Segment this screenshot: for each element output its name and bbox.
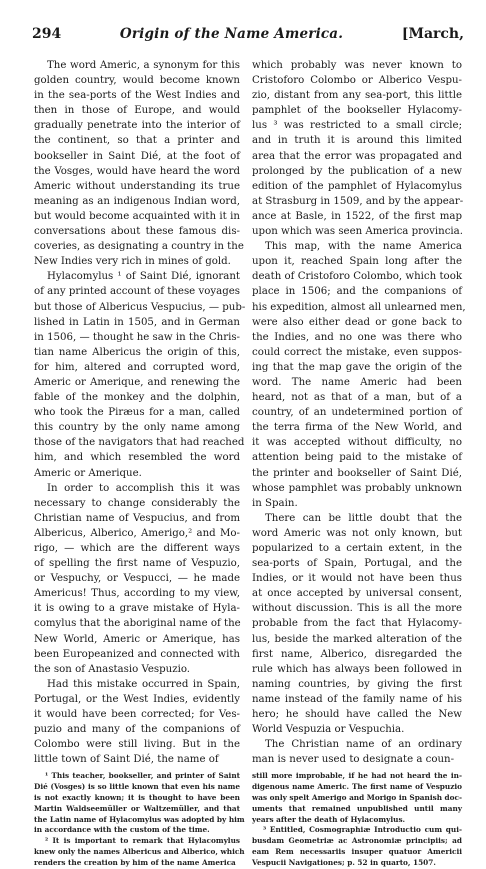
- footnote-line: Dié (Vosges) is so little known that even his name: [34, 781, 240, 791]
- right-column: [252, 58, 466, 767]
- text-line: it was accepted without difficulty, no: [252, 437, 462, 449]
- footnote-line: ¹ This teacher, bookseller, and printer of Saint: [45, 771, 240, 780]
- text-line: but would become acquainted with it in: [34, 210, 240, 222]
- text-line: could correct the mistake, even suppos-: [252, 346, 462, 358]
- text-line: word. The name Americ had been: [252, 376, 462, 388]
- text-line: conversations about these famous dis-: [34, 226, 240, 238]
- text-line: edition of the pamphlet of Hylacomylus: [252, 180, 462, 192]
- footnote-line: is not exactly known; it is thought to have been: [34, 792, 240, 802]
- text-line: lished in Latin in 1505, and in German: [34, 316, 240, 328]
- text-line: Christian name of Vespucius, and from: [34, 512, 240, 524]
- text-line: word Americ was not only known, but: [252, 527, 462, 539]
- text-line: The Christian name of an ordinary: [265, 739, 462, 751]
- text-line: upon which was seen America provincia.: [252, 226, 463, 238]
- footnote-line: knew only the names Albericus and Alberico, which: [34, 847, 245, 857]
- text-line: Colombo were still living. But in the: [34, 739, 240, 751]
- text-line: Americ or Amerique, and renewing the: [34, 376, 240, 388]
- footnote-line: still more improbable, if he had not heard the in-: [252, 771, 462, 780]
- text-line: of spelling the first name of Vespuzio,: [34, 558, 240, 570]
- text-line: the terra firma of the New World, and: [252, 422, 462, 434]
- text-line: at once accepted by universal consent,: [252, 588, 462, 600]
- text-line: it would have been corrected; for Ves-: [34, 709, 240, 721]
- text-line: prolonged by the publication of a new: [252, 165, 462, 177]
- text-line: man is never used to designate a coun-: [252, 754, 455, 766]
- text-line: golden country, would become known: [34, 75, 240, 87]
- text-line: meaning as an indigenous Indian word,: [34, 195, 240, 207]
- text-line: naming countries, by giving the first: [252, 678, 462, 690]
- text-line: Indies, or it would not have been thus: [252, 573, 462, 585]
- text-line: in the sea-ports of the West Indies and: [34, 90, 240, 102]
- text-line: gradually penetrate into the interior of: [34, 120, 240, 132]
- text-line: New Indies very rich in mines of gold.: [34, 256, 231, 268]
- text-line: but those of Albericus Vespucius, — pub-: [34, 301, 246, 313]
- text-line: New World, Americ or Amerique, has: [34, 633, 240, 645]
- text-line: place in 1506; and the companions of: [252, 286, 462, 298]
- text-line: who took the Piræus for a man, called: [34, 407, 240, 419]
- text-line: fable of the monkey and the dolphin,: [34, 392, 240, 404]
- text-line: those of the navigators that had reached: [34, 437, 245, 449]
- text-line: in Spain.: [252, 497, 298, 509]
- text-line: little town of Saint Dié, the name of: [34, 754, 219, 766]
- text-line: first name, Alberico, disregarded the: [252, 648, 462, 660]
- text-line: of any printed account of these voyages: [34, 286, 240, 298]
- text-line: There can be little doubt that the: [265, 512, 462, 524]
- running-title: Origin of the Name America.: [119, 26, 344, 42]
- text-line: upon it, reached Spain long after the: [252, 256, 462, 268]
- left-column: [34, 58, 246, 767]
- text-line: or Vespuchy, or Vespucci, — he made: [34, 573, 240, 585]
- text-line: at Strasburg in 1509, and by the appear-: [252, 195, 464, 207]
- footnote-line: years after the death of Hylacomylus.: [252, 814, 406, 824]
- text-line: bookseller in Saint Dié, at the foot of: [34, 150, 240, 162]
- text-line: zio, distant from any sea-port, this little: [252, 90, 462, 102]
- text-line: sea-ports of Spain, Portugal, and the: [252, 558, 462, 570]
- left-footnotes: [34, 771, 245, 869]
- running-head: [32, 26, 464, 46]
- text-line: Albericus, Alberico, Amerigo,² and Mo-: [34, 527, 240, 539]
- text-line: World Vespuzia or Vespuchia.: [252, 724, 405, 736]
- text-line: this country by the only name among: [34, 422, 240, 434]
- text-line: been Europeanized and connected with: [34, 648, 240, 660]
- text-line: death of Cristoforo Colombo, which took: [252, 271, 462, 283]
- text-line: his expedition, almost all unlearned men,: [252, 301, 466, 313]
- text-line: Americ or Amerique.: [34, 467, 142, 479]
- text-line: lus ³ was restricted to a small circle;: [252, 120, 462, 132]
- text-line: probable from the fact that Hylacomy-: [252, 618, 462, 630]
- footnote-line: the Latin name of Hylacomylus was adopted by him: [34, 814, 245, 824]
- text-line: it is owing to a grave mistake of Hyla-: [34, 603, 240, 615]
- footnote-line: was only spelt Amerigo and Morigo in Spanish doc-: [252, 792, 463, 802]
- text-line: then in those of Europe, and would: [34, 105, 240, 117]
- text-line: coveries, as designating a country in the: [34, 241, 244, 253]
- text-line: area that the error was propagated and: [252, 150, 462, 162]
- text-line: heard, not as that of a man, but of a: [252, 392, 462, 404]
- footnote-line: renders the creation by him of the name America: [34, 858, 236, 868]
- text-line: Portugal, or the West Indies, evidently: [34, 693, 240, 705]
- text-line: and in truth it is around this limited: [252, 135, 462, 147]
- text-line: country, of an undetermined portion of: [252, 407, 462, 419]
- text-line: necessary to change considerably the: [34, 497, 240, 509]
- right-footnotes: [252, 771, 462, 869]
- footnote-line: in accordance with the custom of the time.: [34, 825, 210, 835]
- text-line: Cristoforo Colombo or Alberico Vespu-: [252, 75, 462, 87]
- text-line: popularized to a certain extent, in the: [252, 543, 462, 554]
- text-line: for him, altered and corrupted word,: [34, 361, 240, 373]
- text-line: in 1506, — thought he saw in the Chris-: [34, 331, 240, 343]
- text-line: lus, beside the marked alteration of the: [252, 633, 462, 645]
- text-line: whose pamphlet was probably unknown: [252, 482, 462, 494]
- text-line: pamphlet of the bookseller Hylacomy-: [252, 105, 462, 117]
- text-line: without discussion. This is all the more: [252, 603, 462, 615]
- text-line: him, and which resembled the word: [34, 452, 240, 464]
- text-line: the Indies, and no one was there who: [252, 331, 462, 343]
- text-line: which probably was never known to: [252, 60, 462, 71]
- footnote-line: busdam Geometriæ ac Astronomiæ principiis; ad: [252, 836, 462, 846]
- text-line: Americus! Thus, according to my view,: [34, 588, 240, 600]
- footnote-line: ³ Entitled, Cosmographiæ Introductio cum qui-: [263, 825, 462, 835]
- text-line: comylus that the aboriginal name of the: [34, 618, 241, 630]
- text-line: the printer and bookseller of Saint Dié,: [252, 467, 462, 479]
- page-number: 294: [32, 26, 62, 42]
- text-line: This map, with the name America: [265, 241, 462, 253]
- text-line: Had this mistake occurred in Spain,: [47, 678, 240, 690]
- text-line: were also either dead or gone back to: [252, 316, 462, 328]
- text-line: attention being paid to the mistake of: [252, 452, 462, 464]
- text-line: the continent, so that a printer and: [34, 135, 240, 147]
- text-line: the son of Anastasio Vespuzio.: [34, 663, 191, 675]
- footnote-line: ² It is important to remark that Hylacomylus: [45, 836, 240, 846]
- text-line: the Vosges, would have heard the word: [34, 165, 240, 177]
- text-line: name instead of the family name of his: [252, 693, 462, 705]
- text-line: ing that the map gave the origin of the: [252, 361, 462, 373]
- text-line: In order to accomplish this it was: [47, 482, 240, 494]
- text-line: Hylacomylus ¹ of Saint Dié, ignorant: [47, 271, 240, 283]
- running-date: [March,: [401, 26, 464, 42]
- text-line: The word Americ, a synonym for this: [47, 60, 240, 71]
- text-line: Americ without understanding its true: [34, 180, 240, 192]
- footnote-line: eam Rem necessariis insuper quatuor Americii: [252, 847, 462, 857]
- text-line: tian name Albericus the origin of this,: [34, 346, 240, 358]
- text-line: hero; he should have called the New: [252, 709, 462, 721]
- text-line: puzio and many of the companions of: [34, 724, 240, 736]
- footnote-line: uments that remained unpublished until many: [252, 803, 462, 813]
- text-line: rigo, — which are the different ways: [34, 543, 240, 554]
- footnote-line: Martin Waldseemüller or Waltzemüller, and that: [34, 803, 240, 813]
- text-line: ance at Basle, in 1522, of the first map: [252, 210, 462, 222]
- footnote-line: Vespucii Navigationes; p. 52 in quarto, 1507.: [252, 858, 436, 868]
- footnote-line: digenous name Americ. The first name of Vespuzio: [252, 781, 462, 791]
- text-line: rule which has always been followed in: [252, 663, 462, 675]
